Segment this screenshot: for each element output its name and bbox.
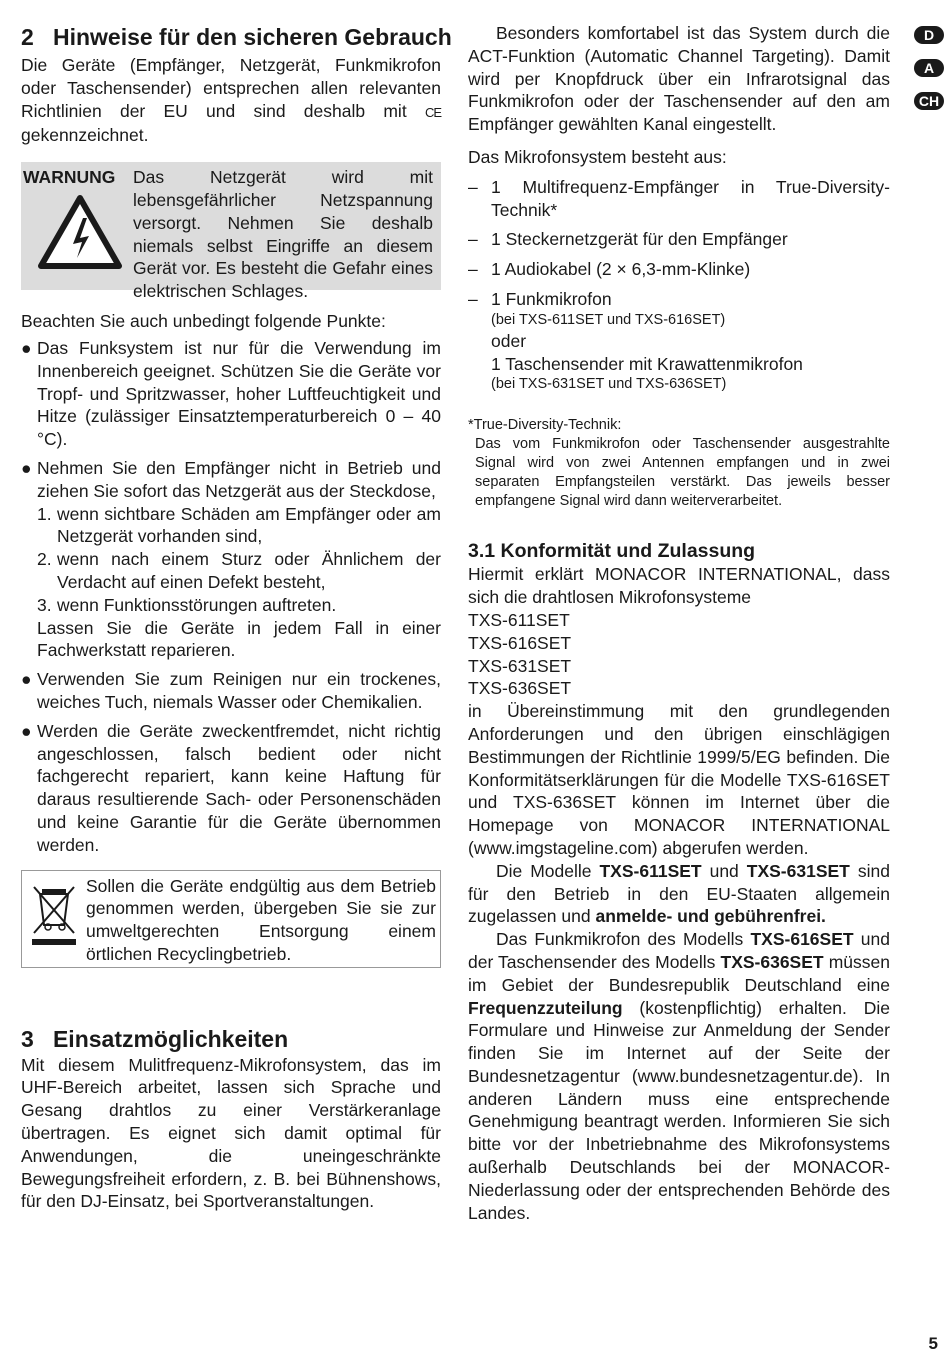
dash-marker: –: [468, 229, 478, 250]
bullet-text: Werden die Geräte zweckentfremdet, nicht richtig angeschlossen, falsch bedient oder nicht fachgerecht repariert, kann keine Haftung für daraus resultierende Sach- oder Personenschäden und keine Garantie für die Geräte übernommen werden.: [37, 720, 441, 855]
list-item-note: (bei TXS-611SET und TXS-616SET): [491, 311, 726, 328]
language-tab-d: D: [914, 26, 944, 44]
list-item-note: (bei TXS-631SET und TXS-636SET): [491, 376, 727, 393]
intro-text-end: gekennzeichnet.: [21, 125, 149, 146]
text-run: Die Modelle: [496, 860, 592, 881]
footnote-text: Das vom Funkmikrofon oder Taschensender ausgestrahlte Signal wird von zwei Antennen empfangen und in zwei separaten Empfangsteilen verstärkt. Das jeweils besser empfangene Signal wird dann weiterverarbeitet.: [475, 436, 890, 510]
act-paragraph: Besonders komfortabel ist das System durch die ACT-Funktion (Automatic Channel Targeting). Damit wird per Knopfdruck über ein Infrarotsignal das Funkmikrofon oder der Taschensender auf den am Empfänger gewählten Kanal eingestellt.: [468, 23, 890, 135]
ce-mark: CE: [424, 104, 441, 120]
page-number: 5: [928, 1334, 938, 1353]
text-run: und: [709, 860, 739, 881]
points-intro: Beachten Sie auch unbedingt folgende Punkte:: [21, 311, 386, 332]
list-item-or: oder: [491, 330, 527, 351]
item-number: 1.: [37, 503, 52, 524]
text-run: und der Taschensender des Modells: [468, 929, 890, 972]
list-item: [468, 288, 890, 394]
item-number: 3.: [37, 594, 52, 615]
list-item-text: 1 Steckernetzgerät für den Empfänger: [491, 229, 788, 250]
bold-phrase: Frequenzzuteilung: [468, 997, 623, 1018]
warning-text: Das Netzgerät wird mit lebensgefährlicher Netzspannung versorgt. Nehmen Sie deshalb niemals selbst Eingriffe an diesem Gerät vor. Es besteht die Gefahr eines elektrischen Schlages.: [133, 167, 433, 302]
bullet-text: Das Funksystem ist nur für die Verwendung im Innenbereich geeignet. Schützen Sie die Geräte vor Tropf- und Spritzwasser, hoher Luftfeuchtigkeit und Hitze (zulässiger Einsatztemperaturbereich 0 – 40 °C).: [37, 337, 441, 450]
system-contents-intro: Das Mikrofonsystem besteht aus:: [468, 146, 727, 167]
dash-marker: –: [468, 288, 478, 309]
bullet-body: [37, 457, 441, 662]
model-bold: TXS-631SET: [746, 860, 850, 881]
model-bold: TXS-611SET: [599, 860, 702, 881]
text-run: Das Funkmikrofon des Modells: [496, 929, 744, 950]
warning-box: [21, 162, 441, 302]
model-bold: TXS-636SET: [720, 951, 824, 972]
recycling-box: [21, 870, 441, 968]
bullet-text: Verwenden Sie zum Reinigen nur ein trockenes, weiches Tuch, niemals Wasser oder Chemikalien.: [37, 669, 441, 712]
list-item-text: 1 Audiokabel (2 × 6,3-mm-Klinke): [491, 259, 751, 280]
model-name: TXS-636SET: [468, 678, 572, 699]
dash-marker: –: [468, 176, 478, 197]
bullet-text: Nehmen Sie den Empfänger nicht in Betrieb und ziehen Sie sofort das Netzgerät aus der Steckdose,: [37, 457, 441, 501]
section-3-1-heading: 3.1 Konformität und Zulassung: [468, 540, 756, 563]
numbered-item: [37, 548, 441, 594]
list-item: [468, 228, 890, 251]
model-name: TXS-611SET: [468, 609, 570, 630]
model-name: TXS-631SET: [468, 655, 572, 676]
item-number: 2.: [37, 549, 52, 570]
warning-left: [21, 166, 133, 284]
bold-phrase: anmelde- und gebührenfrei.: [595, 906, 826, 927]
intro-text: Die Geräte (Empfänger, Netzgerät, Funkmikrofon oder Taschensender) entsprechen allen relevanten Richtlinien der EU und sind deshalb mit: [21, 55, 441, 121]
model-bold: TXS-616SET: [750, 929, 854, 950]
frequency-paragraph: [468, 928, 890, 1224]
bullet-item: [21, 720, 441, 857]
bullet-dot-icon: ●: [21, 337, 32, 358]
recycling-text: Sollen die Geräte endgültig aus dem Betrieb genommen werden, übergeben Sie sie zur umweltgerechten Entsorgung einem örtlichen Recyclingbetrieb.: [86, 875, 436, 964]
section-2-heading: 2 Hinweise für den sicheren Gebrauch: [21, 24, 452, 50]
crossed-bin-icon: [26, 879, 82, 947]
bullet-item: [21, 457, 441, 662]
right-column: [468, 22, 890, 1224]
left-column: [21, 22, 452, 1213]
text-run: müssen im Gebiet der Bundesrepublik Deutschland eine: [468, 951, 890, 995]
list-item: [468, 176, 890, 222]
item-text: wenn nach einem Sturz oder Ähnlichem der Verdacht auf einen Defekt besteht,: [57, 549, 441, 592]
list-item-text: 1 Funkmikrofon: [491, 288, 612, 309]
list-item: [468, 258, 890, 281]
language-tab-a: A: [914, 59, 944, 77]
numbered-item: [37, 594, 441, 617]
section-2-intro: [21, 54, 441, 147]
conformity-intro: Hiermit erklärt MONACOR INTERNATIONAL, dass sich die drahtlosen Mikrofonsysteme: [468, 564, 890, 608]
approval-paragraph: [468, 860, 890, 928]
bullet-dot-icon: ●: [21, 720, 32, 741]
recycle-icon-wrap: [22, 875, 86, 961]
bullet-outro: Lassen Sie die Geräte in jedem Fall in einer Fachwerkstatt reparieren.: [37, 617, 441, 661]
section-3-heading: 3 Einsatzmöglichkeiten: [21, 1025, 289, 1052]
warning-label: WARNUNG: [23, 167, 116, 188]
footnote-title: *True-Diversity-Technik:: [468, 417, 622, 434]
numbered-item: [37, 503, 441, 549]
dash-marker: –: [468, 259, 478, 280]
text-run: sind für den Betrieb in den EU-Staaten allgemein zugelassen und: [468, 860, 890, 927]
list-item-text: 1 Multifrequenz-Empfänger in True-Diversity-Technik*: [491, 176, 890, 220]
section-3-paragraph: Mit diesem Mulitfrequenz-Mikrofonsystem, das im UHF-Bereich arbeitet, lassen sich Sprache und Gesang drahtlos zu einer Verstärkeranlage übertragen. Es eignet sich damit optimal für Anwendungen, die uneingeschränkte Bewegungsfreiheit erfordern, z. B. bei Bühnenshows, für den DJ-Einsatz, bei Sportveranstaltungen.: [21, 1054, 441, 1212]
bullet-item: [21, 337, 441, 451]
model-name: TXS-616SET: [468, 632, 572, 653]
bullet-item: [21, 668, 441, 714]
item-text: wenn sichtbare Schäden am Empfänger oder am Netzgerät vorhanden sind,: [57, 503, 441, 547]
bullet-dot-icon: ●: [21, 457, 32, 478]
high-voltage-icon: [37, 194, 123, 270]
text-run: (kostenpflichtig) erhalten. Die Formulare und Hinweise zur Anmeldung der Sender finden Sie im Internet auf der Seite der Bundesnetzagentur (www.bundesnetzagentur.de). In anderen Ländern muss eine entsprechende Genehmigung beantragt werden. Informieren Sie sich bitte vor der Inbetriebnahme des Mikrofonsystems außerhalb Deutschlands bei der MONACOR-Niederlassung oder der entsprechenden Behörde des Landes.: [468, 997, 890, 1223]
list-item-text: 1 Taschensender mit Krawattenmikrofon: [491, 353, 803, 374]
conformity-text: in Übereinstimmung mit den grundlegenden Anforderungen und den übrigen einschlägigen Bestimmungen der Richtlinie 1999/5/EG befinden. Die Konformitätserklärungen für die Modelle TXS-616SET und TXS-636SET können im Internet über die Homepage von MONACOR INTERNATIONAL (www.imgstageline.com) abgerufen werden.: [468, 701, 890, 858]
list-item-body: [491, 288, 890, 394]
item-text: wenn Funktionsstörungen auftreten.: [57, 594, 337, 615]
language-tab-ch: CH: [914, 92, 944, 110]
bullet-dot-icon: ●: [21, 669, 32, 690]
